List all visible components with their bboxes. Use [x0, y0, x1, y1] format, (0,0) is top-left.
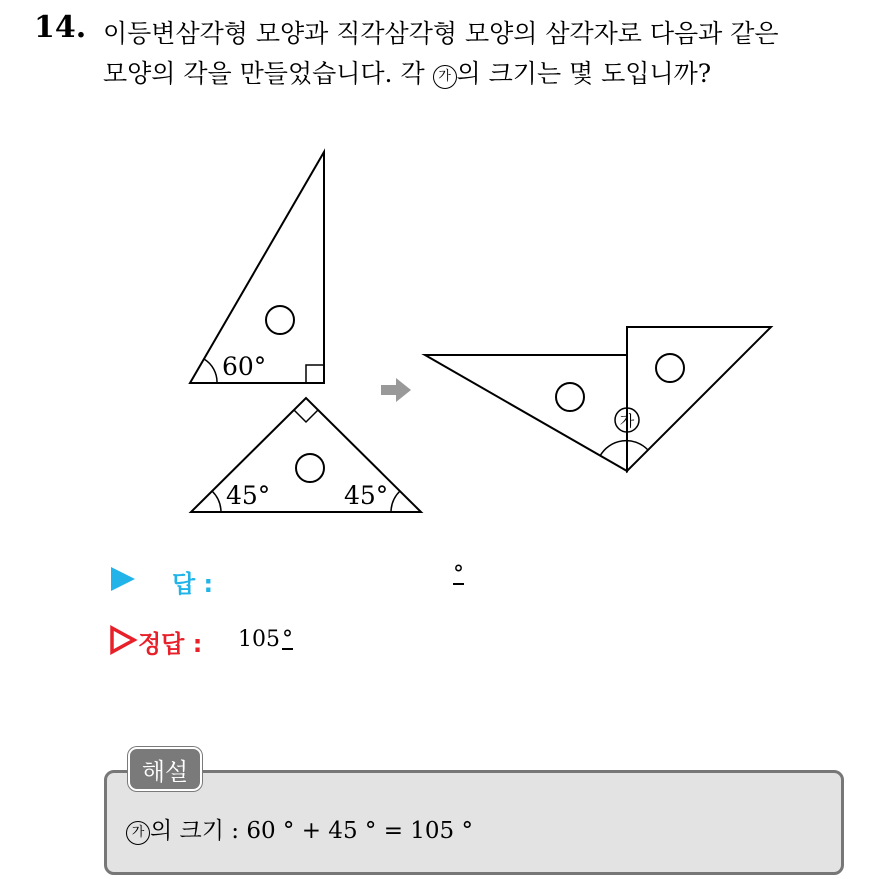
question-text-after: 의 크기는 몇 도입니까?	[456, 59, 712, 88]
angle-label-45-right: 45°	[344, 481, 389, 510]
correct-value	[238, 627, 293, 652]
angle-marker-circle: 가	[433, 65, 457, 89]
combined-hole-right	[656, 354, 684, 382]
ga-marker-label: 가	[619, 412, 635, 430]
right-triangle-hole	[266, 306, 294, 334]
answer-play-icon	[111, 567, 135, 591]
right-triangle-outline	[190, 152, 324, 383]
answer-unit[interactable]	[453, 562, 464, 587]
correct-unit: °	[282, 627, 293, 652]
explanation-body: 의 크기 : 60 ° + 45 ° = 105 °	[150, 818, 473, 844]
angle-label-60: 60°	[222, 352, 267, 381]
correct-number: 105	[238, 627, 280, 652]
answer-label: 답 :	[172, 570, 214, 598]
angle-label-45-left: 45°	[226, 481, 271, 510]
combined-hole-left	[556, 383, 584, 411]
combined-figure	[425, 327, 771, 471]
combined-right-triangle	[425, 355, 627, 471]
correct-label: 정답 :	[138, 630, 203, 658]
answer-unit-text: °	[453, 562, 464, 587]
combined-isosceles-triangle	[627, 327, 771, 471]
angle-arc-60	[204, 359, 217, 383]
arrow-icon	[381, 378, 411, 402]
explanation-tab: 해설	[128, 747, 202, 791]
angle-arc-45-left	[212, 491, 221, 512]
explanation-marker: 가	[126, 821, 150, 845]
correct-play-icon	[108, 625, 138, 655]
isosceles-triangle-hole	[296, 454, 324, 482]
question-text-before: 모양의 각을 만들었습니다. 각	[103, 59, 433, 88]
right-angle-mark	[306, 365, 324, 383]
angle-arc-ga	[600, 441, 648, 456]
question-number: 14.	[34, 10, 87, 45]
explanation-text	[126, 812, 473, 845]
right-triangle	[190, 152, 324, 383]
question-text-line1: 이등변삼각형 모양과 직각삼각형 모양의 삼각자로 다음과 같은	[103, 19, 779, 48]
angle-arc-45-right	[391, 491, 400, 512]
right-angle-mark-top	[294, 410, 318, 422]
